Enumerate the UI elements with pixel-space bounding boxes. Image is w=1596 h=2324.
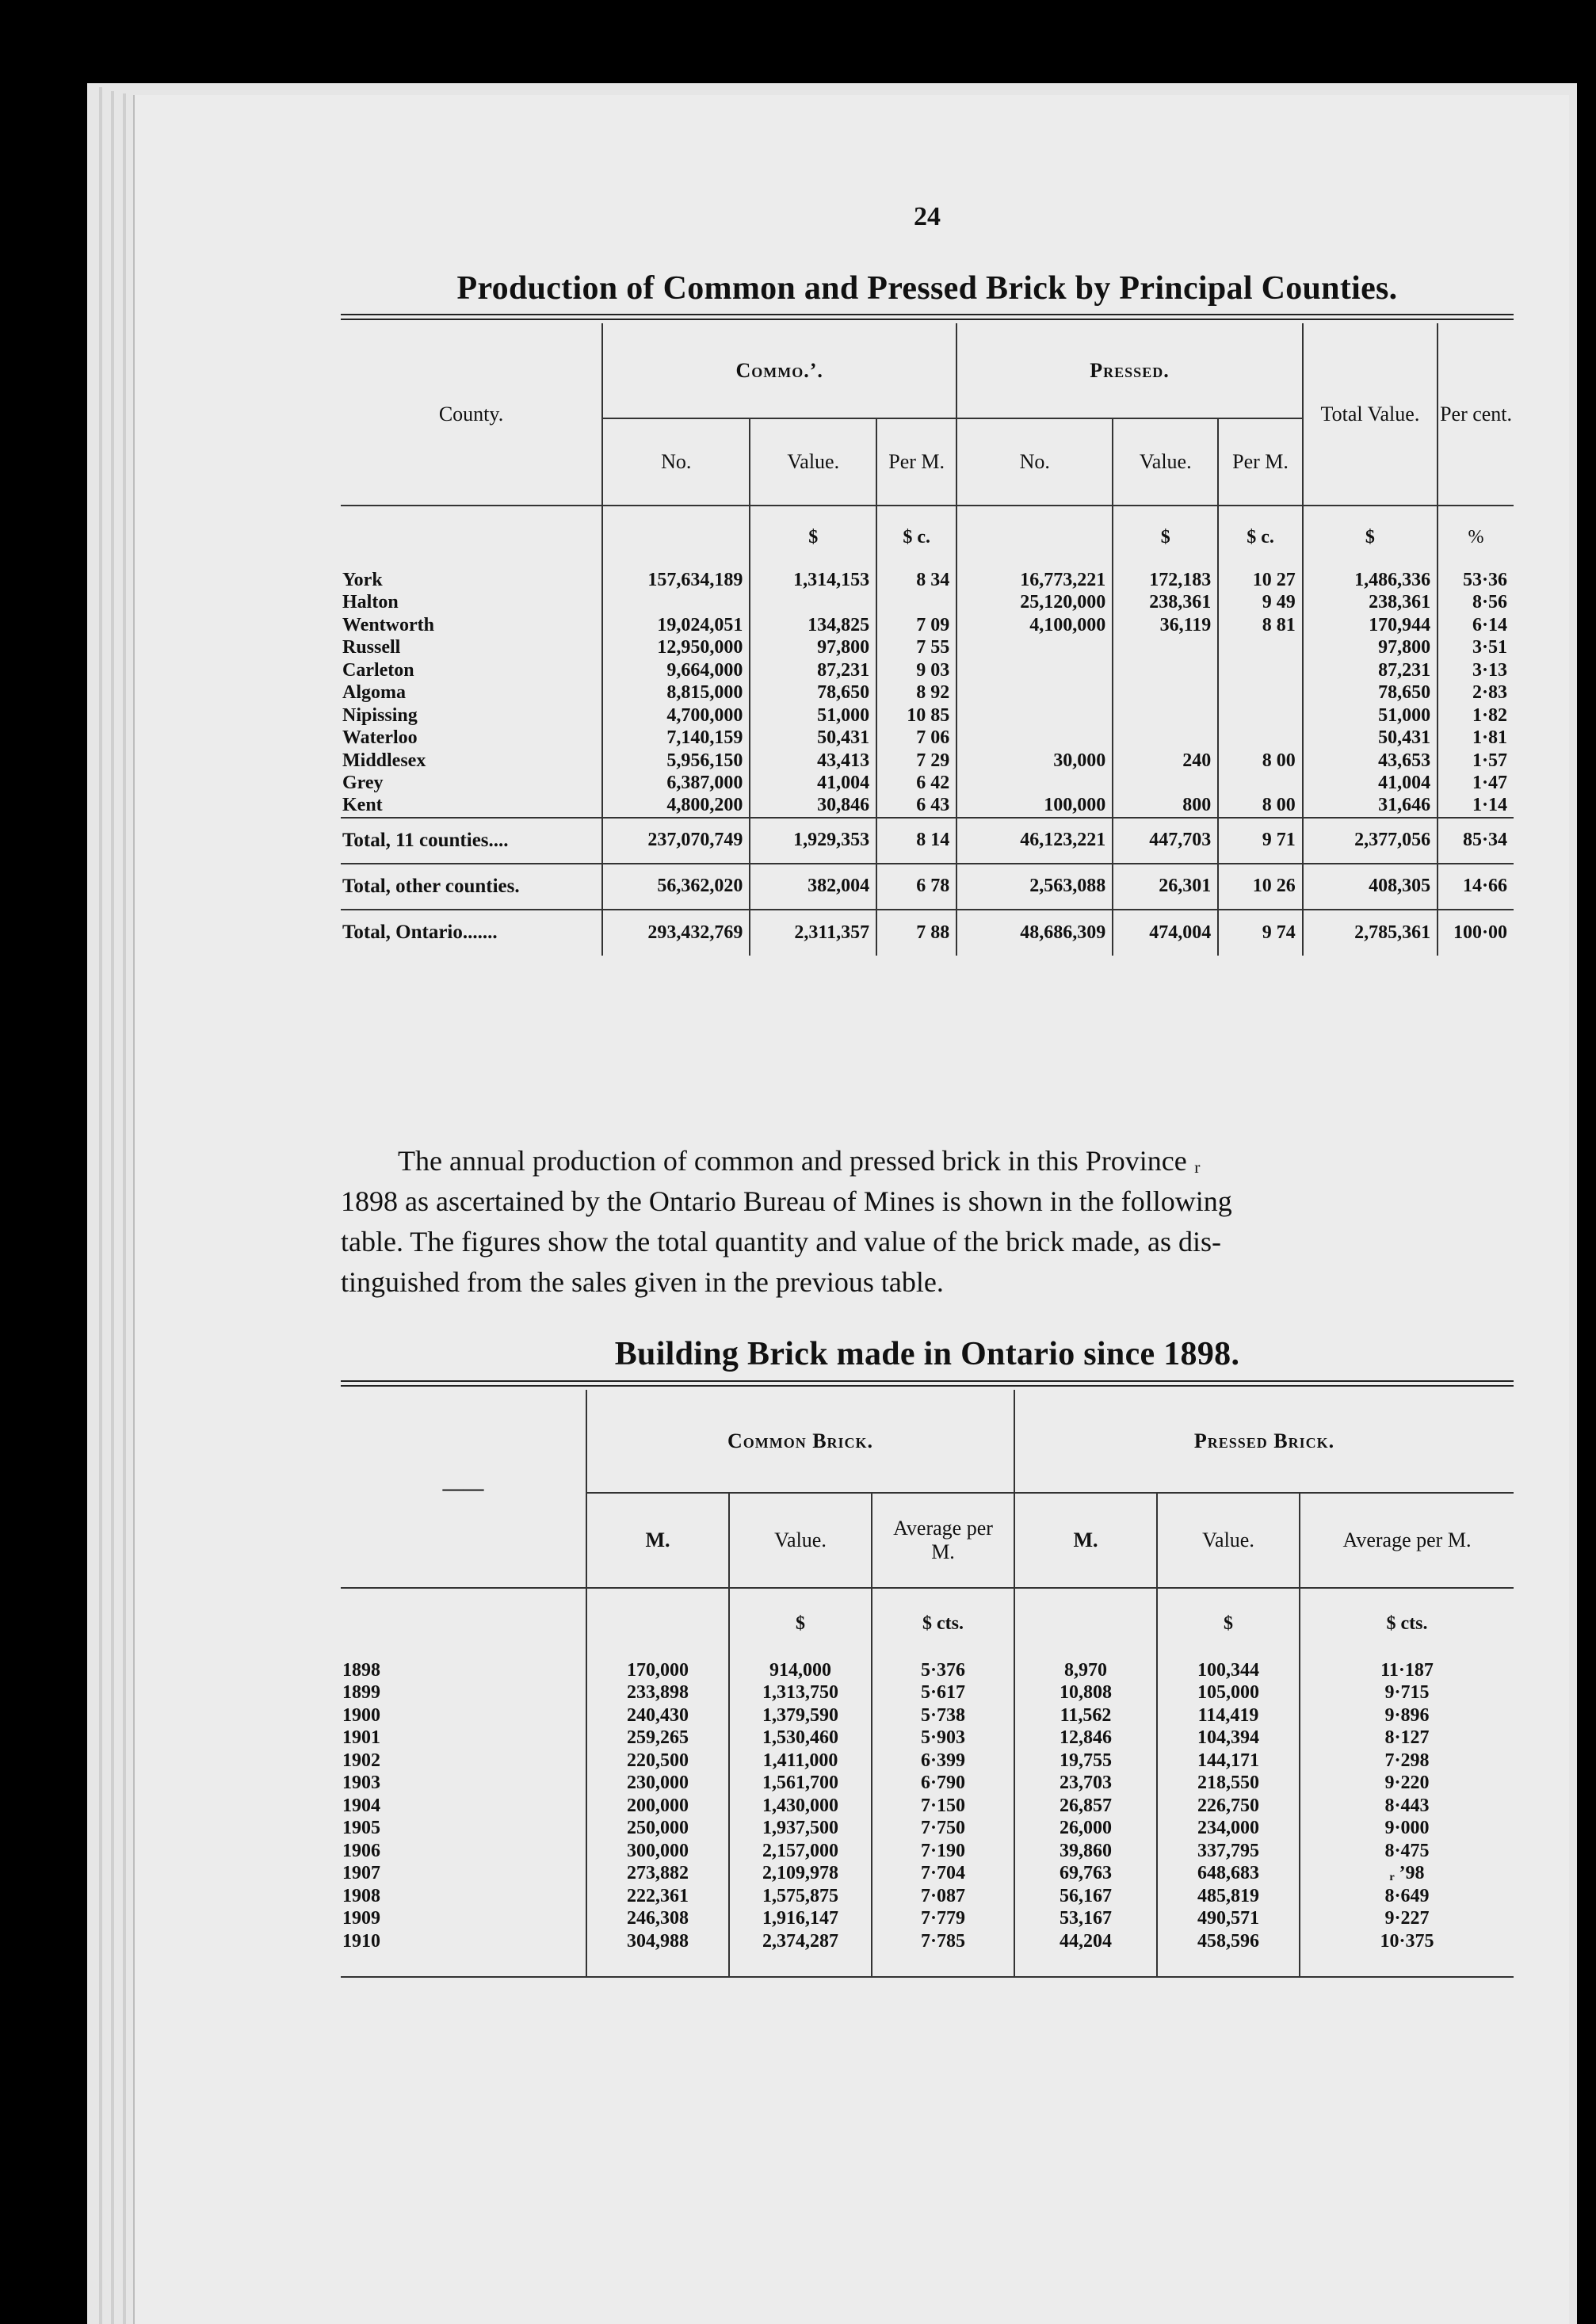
cell-c-m: 304,988 xyxy=(586,1930,729,1953)
cell-p-value: 240 xyxy=(1113,750,1218,773)
title-rule xyxy=(341,1385,1514,1387)
cell-c-m: 246,308 xyxy=(586,1908,729,1931)
cell-c-value: 134,825 xyxy=(750,614,876,637)
cell-c-value: 2,109,978 xyxy=(729,1863,872,1886)
year-row xyxy=(341,1773,1514,1795)
header-common: Commo.’. xyxy=(602,323,956,418)
year-label: 1903 xyxy=(342,1773,380,1794)
cell-c-avg: 7·087 xyxy=(872,1885,1014,1908)
cell-p-no xyxy=(956,637,1113,660)
cell-c-value: 1,937,500 xyxy=(729,1818,872,1841)
cell-p-value xyxy=(1113,773,1218,796)
total-c-no: 293,432,769 xyxy=(602,910,750,956)
cell-c-value: 1,314,153 xyxy=(750,569,876,592)
cell-c-m: 240,430 xyxy=(586,1704,729,1727)
cell-p-avg: 9·715 xyxy=(1300,1682,1514,1705)
cell-p-value: 238,361 xyxy=(1113,592,1218,615)
year-row xyxy=(341,1863,1514,1886)
paragraph-line: tinguished from the sales given in the previous table. xyxy=(341,1266,944,1298)
cell-p-m: 12,846 xyxy=(1014,1727,1157,1750)
cell-c-no: 5,956,150 xyxy=(602,750,750,773)
cell-p-m: 11,562 xyxy=(1014,1704,1157,1727)
cell-c-avg: 7·704 xyxy=(872,1863,1014,1886)
cell-p-avg: 8·127 xyxy=(1300,1727,1514,1750)
cell-p-value xyxy=(1113,704,1218,727)
table-row xyxy=(341,773,1514,796)
cell-p-value: 337,795 xyxy=(1157,1840,1300,1863)
cell-p-avg: 7·298 xyxy=(1300,1750,1514,1773)
total-row xyxy=(341,910,1514,956)
cell-p-no xyxy=(956,773,1113,796)
cell-total: 41,004 xyxy=(1303,773,1438,796)
unit-common-avg: $ cts. xyxy=(872,1588,1014,1659)
year-label: 1908 xyxy=(342,1885,380,1906)
year-label: 1909 xyxy=(342,1908,380,1929)
cell-c-m: 230,000 xyxy=(586,1773,729,1795)
table-row xyxy=(341,727,1514,750)
cell-p-per-m xyxy=(1218,637,1302,660)
total-p-no: 46,123,221 xyxy=(956,818,1113,864)
cell-total: 43,653 xyxy=(1303,750,1438,773)
cell-pct: 53·36 xyxy=(1438,569,1514,592)
cell-p-m: 23,703 xyxy=(1014,1773,1157,1795)
table-row xyxy=(341,637,1514,660)
cell-c-value: 1,313,750 xyxy=(729,1682,872,1705)
cell-c-value: 1,379,590 xyxy=(729,1704,872,1727)
cell-c-m: 250,000 xyxy=(586,1818,729,1841)
cell-c-m: 200,000 xyxy=(586,1795,729,1818)
cell-c-avg: 7·190 xyxy=(872,1840,1014,1863)
cell-c-avg: 5·617 xyxy=(872,1682,1014,1705)
header-pressed-value: Value. xyxy=(1157,1493,1300,1588)
year-label: 1899 xyxy=(342,1682,380,1704)
production-table xyxy=(341,323,1514,956)
cell-total: 87,231 xyxy=(1303,659,1438,682)
total-c-per-m: 7 88 xyxy=(876,910,956,956)
total-p-per-m: 9 71 xyxy=(1218,818,1302,864)
cell-c-value: 1,530,460 xyxy=(729,1727,872,1750)
cell-p-per-m: 9 49 xyxy=(1218,592,1302,615)
cell-c-value: 43,413 xyxy=(750,750,876,773)
header-pressed-avg: Average per M. xyxy=(1300,1493,1514,1588)
cell-pct: 6·14 xyxy=(1438,614,1514,637)
cell-p-avg: ᵣ ʼ98 xyxy=(1300,1863,1514,1886)
cell-p-m: 44,204 xyxy=(1014,1930,1157,1953)
cell-p-value xyxy=(1113,727,1218,750)
cell-p-no: 100,000 xyxy=(956,795,1113,818)
year-label: 1904 xyxy=(342,1795,380,1816)
unit-common-per-m: $ c. xyxy=(876,506,956,569)
cell-p-avg: 9·227 xyxy=(1300,1908,1514,1931)
total-c-per-m: 6 78 xyxy=(876,864,956,910)
cell-pct: 1·57 xyxy=(1438,750,1514,773)
building-brick-table xyxy=(341,1390,1514,1978)
cell-c-value: 41,004 xyxy=(750,773,876,796)
cell-c-avg: 7·779 xyxy=(872,1908,1014,1931)
cell-pct: 1·81 xyxy=(1438,727,1514,750)
title-rule xyxy=(341,1380,1514,1382)
cell-p-value: 800 xyxy=(1113,795,1218,818)
total-c-no: 237,070,749 xyxy=(602,818,750,864)
total-c-value: 1,929,353 xyxy=(750,818,876,864)
intro-paragraph xyxy=(341,1141,1514,1303)
unit-per-cent: % xyxy=(1438,506,1514,569)
header-per-cent: Per cent. xyxy=(1438,323,1514,506)
cell-total: 31,646 xyxy=(1303,795,1438,818)
page-number: 24 xyxy=(914,202,941,231)
header-common-value: Value. xyxy=(729,1493,872,1588)
cell-p-value: 114,419 xyxy=(1157,1704,1300,1727)
paragraph-line: table. The figures show the total quantity and value of the brick made, as dis- xyxy=(341,1226,1222,1257)
header-pressed-m: M. xyxy=(1014,1493,1157,1588)
cell-p-avg: 8·475 xyxy=(1300,1840,1514,1863)
year-row xyxy=(341,1885,1514,1908)
county-name: Halton xyxy=(342,592,399,613)
cell-p-no: 4,100,000 xyxy=(956,614,1113,637)
cell-c-value: 1,916,147 xyxy=(729,1908,872,1931)
table1-body xyxy=(341,569,1514,818)
cell-p-no xyxy=(956,682,1113,705)
total-row xyxy=(341,864,1514,910)
total-label: Total, other counties. xyxy=(342,875,520,897)
cell-c-no: 157,634,189 xyxy=(602,569,750,592)
cell-p-m: 26,857 xyxy=(1014,1795,1157,1818)
cell-c-value: 1,575,875 xyxy=(729,1885,872,1908)
cell-c-m: 233,898 xyxy=(586,1682,729,1705)
cell-c-per-m: 6 42 xyxy=(876,773,956,796)
cell-c-avg: 5·903 xyxy=(872,1727,1014,1750)
cell-p-value: 100,344 xyxy=(1157,1659,1300,1682)
total-total: 2,377,056 xyxy=(1303,818,1438,864)
county-name: Grey xyxy=(342,773,384,794)
cell-c-value: 51,000 xyxy=(750,704,876,727)
cell-p-no xyxy=(956,704,1113,727)
total-total: 2,785,361 xyxy=(1303,910,1438,956)
cell-p-value: 226,750 xyxy=(1157,1795,1300,1818)
header-common-per-m: Per M. xyxy=(876,418,956,506)
cell-c-no: 4,800,200 xyxy=(602,795,750,818)
total-p-per-m: 10 26 xyxy=(1218,864,1302,910)
total-label: Total, 11 counties.... xyxy=(342,829,509,851)
cell-p-avg: 8·443 xyxy=(1300,1795,1514,1818)
cell-p-m: 56,167 xyxy=(1014,1885,1157,1908)
table2-body xyxy=(341,1659,1514,1977)
cell-p-no: 25,120,000 xyxy=(956,592,1113,615)
cell-p-value: 490,571 xyxy=(1157,1908,1300,1931)
county-name: York xyxy=(342,569,383,590)
document-page xyxy=(133,95,1569,2324)
header-total-value: Total Value. xyxy=(1303,323,1438,506)
total-pct: 14·66 xyxy=(1438,864,1514,910)
cell-c-no: 7,140,159 xyxy=(602,727,750,750)
unit-total-value: $ xyxy=(1303,506,1438,569)
cell-p-per-m xyxy=(1218,727,1302,750)
cell-total: 78,650 xyxy=(1303,682,1438,705)
cell-pct: 1·47 xyxy=(1438,773,1514,796)
total-p-per-m: 9 74 xyxy=(1218,910,1302,956)
cell-p-m: 53,167 xyxy=(1014,1908,1157,1931)
unit-pressed-value: $ xyxy=(1157,1588,1300,1659)
header-county: County. xyxy=(438,402,504,425)
year-row xyxy=(341,1930,1514,1953)
table-bottom-rule xyxy=(341,1953,1514,1977)
header-pressed-value: Value. xyxy=(1113,418,1218,506)
cell-c-value: 87,231 xyxy=(750,659,876,682)
year-label: 1900 xyxy=(342,1704,380,1726)
cell-c-m: 220,500 xyxy=(586,1750,729,1773)
cell-c-no: 19,024,051 xyxy=(602,614,750,637)
table-row xyxy=(341,795,1514,818)
header-common-brick: Common Brick. xyxy=(586,1390,1014,1493)
year-label: 1907 xyxy=(342,1863,380,1884)
cell-pct: 1·14 xyxy=(1438,795,1514,818)
table-row xyxy=(341,750,1514,773)
cell-c-value: 1,411,000 xyxy=(729,1750,872,1773)
cell-p-value: 104,394 xyxy=(1157,1727,1300,1750)
title-rule xyxy=(341,319,1514,320)
year-row xyxy=(341,1727,1514,1750)
table-row xyxy=(341,614,1514,637)
total-p-no: 2,563,088 xyxy=(956,864,1113,910)
cell-c-value: 2,157,000 xyxy=(729,1840,872,1863)
total-label: Total, Ontario....... xyxy=(342,922,498,943)
year-row xyxy=(341,1818,1514,1841)
cell-total: 50,431 xyxy=(1303,727,1438,750)
header-pressed-per-m: Per M. xyxy=(1218,418,1302,506)
year-row xyxy=(341,1795,1514,1818)
header-common-avg: Average per M. xyxy=(872,1493,1014,1588)
header-pressed: Pressed. xyxy=(956,323,1303,418)
cell-p-m: 69,763 xyxy=(1014,1863,1157,1886)
header-common-m: M. xyxy=(586,1493,729,1588)
cell-c-no: 9,664,000 xyxy=(602,659,750,682)
year-row xyxy=(341,1908,1514,1931)
cell-p-value xyxy=(1113,682,1218,705)
table-row xyxy=(341,704,1514,727)
cell-pct: 2·83 xyxy=(1438,682,1514,705)
total-c-value: 2,311,357 xyxy=(750,910,876,956)
cell-p-value: 144,171 xyxy=(1157,1750,1300,1773)
year-label: 1910 xyxy=(342,1930,380,1952)
year-row xyxy=(341,1704,1514,1727)
unit-common-value: $ xyxy=(750,506,876,569)
year-label: 1902 xyxy=(342,1750,380,1771)
unit-pressed-per-m: $ c. xyxy=(1218,506,1302,569)
cell-c-per-m: 8 92 xyxy=(876,682,956,705)
total-p-value: 26,301 xyxy=(1113,864,1218,910)
header-common-value: Value. xyxy=(750,418,876,506)
year-label: 1901 xyxy=(342,1727,380,1749)
cell-pct: 8·56 xyxy=(1438,592,1514,615)
cell-c-no: 12,950,000 xyxy=(602,637,750,660)
cell-c-avg: 6·399 xyxy=(872,1750,1014,1773)
cell-c-value: 914,000 xyxy=(729,1659,872,1682)
county-name: Middlesex xyxy=(342,750,426,771)
cell-p-value: 105,000 xyxy=(1157,1682,1300,1705)
cell-total: 51,000 xyxy=(1303,704,1438,727)
county-name: Nipissing xyxy=(342,704,418,726)
cell-c-per-m: 7 09 xyxy=(876,614,956,637)
cell-c-avg: 5·376 xyxy=(872,1659,1014,1682)
table-row xyxy=(341,592,1514,615)
table1-totals xyxy=(341,818,1514,956)
cell-c-avg: 7·785 xyxy=(872,1930,1014,1953)
cell-p-value: 485,819 xyxy=(1157,1885,1300,1908)
cell-c-per-m xyxy=(876,592,956,615)
cell-c-avg: 5·738 xyxy=(872,1704,1014,1727)
cell-pct: 3·13 xyxy=(1438,659,1514,682)
county-name: Russell xyxy=(342,637,401,658)
total-p-value: 474,004 xyxy=(1113,910,1218,956)
header-common-no: No. xyxy=(602,418,750,506)
cell-c-value: 2,374,287 xyxy=(729,1930,872,1953)
total-c-no: 56,362,020 xyxy=(602,864,750,910)
county-name: Wentworth xyxy=(342,614,434,635)
cell-c-no xyxy=(602,592,750,615)
cell-p-per-m xyxy=(1218,704,1302,727)
header-year-blank: —— xyxy=(442,1476,484,1500)
cell-c-m: 300,000 xyxy=(586,1840,729,1863)
county-name: Kent xyxy=(342,795,383,816)
cell-total: 97,800 xyxy=(1303,637,1438,660)
cell-c-per-m: 7 06 xyxy=(876,727,956,750)
cell-p-no xyxy=(956,727,1113,750)
cell-c-m: 170,000 xyxy=(586,1659,729,1682)
county-name: Algoma xyxy=(342,682,406,704)
cell-c-value: 97,800 xyxy=(750,637,876,660)
cell-total: 1,486,336 xyxy=(1303,569,1438,592)
table-row xyxy=(341,569,1514,592)
unit-pressed-avg: $ cts. xyxy=(1300,1588,1514,1659)
table-row xyxy=(341,682,1514,705)
year-label: 1906 xyxy=(342,1840,380,1861)
cell-total: 170,944 xyxy=(1303,614,1438,637)
county-name: Carleton xyxy=(342,659,414,681)
cell-c-value: 1,561,700 xyxy=(729,1773,872,1795)
cell-p-per-m: 8 00 xyxy=(1218,750,1302,773)
cell-c-avg: 7·150 xyxy=(872,1795,1014,1818)
cell-p-value: 172,183 xyxy=(1113,569,1218,592)
total-p-no: 48,686,309 xyxy=(956,910,1113,956)
cell-c-m: 273,882 xyxy=(586,1863,729,1886)
cell-p-m: 10,808 xyxy=(1014,1682,1157,1705)
cell-c-per-m: 6 43 xyxy=(876,795,956,818)
cell-p-no xyxy=(956,659,1113,682)
cell-c-value: 30,846 xyxy=(750,795,876,818)
cell-c-avg: 6·790 xyxy=(872,1773,1014,1795)
cell-c-no: 4,700,000 xyxy=(602,704,750,727)
table2-title: Building Brick made in Ontario since 1898. xyxy=(614,1336,1240,1372)
cell-p-per-m: 10 27 xyxy=(1218,569,1302,592)
cell-p-avg: 8·649 xyxy=(1300,1885,1514,1908)
year-row xyxy=(341,1840,1514,1863)
cell-pct: 1·82 xyxy=(1438,704,1514,727)
cell-total: 238,361 xyxy=(1303,592,1438,615)
cell-p-per-m xyxy=(1218,773,1302,796)
cell-p-m: 39,860 xyxy=(1014,1840,1157,1863)
cell-p-value: 648,683 xyxy=(1157,1863,1300,1886)
total-pct: 85·34 xyxy=(1438,818,1514,864)
cell-c-value: 50,431 xyxy=(750,727,876,750)
cell-p-per-m xyxy=(1218,682,1302,705)
cell-p-m: 8,970 xyxy=(1014,1659,1157,1682)
cell-p-avg: 9·220 xyxy=(1300,1773,1514,1795)
cell-c-m: 259,265 xyxy=(586,1727,729,1750)
header-pressed-brick: Pressed Brick. xyxy=(1014,1390,1514,1493)
total-c-per-m: 8 14 xyxy=(876,818,956,864)
county-name: Waterloo xyxy=(342,727,418,749)
total-p-value: 447,703 xyxy=(1113,818,1218,864)
cell-c-value: 1,430,000 xyxy=(729,1795,872,1818)
cell-p-value: 218,550 xyxy=(1157,1773,1300,1795)
title-rule xyxy=(341,314,1514,315)
year-label: 1898 xyxy=(342,1659,380,1681)
cell-p-no: 16,773,221 xyxy=(956,569,1113,592)
cell-p-per-m: 8 81 xyxy=(1218,614,1302,637)
cell-c-per-m: 10 85 xyxy=(876,704,956,727)
cell-p-per-m xyxy=(1218,659,1302,682)
cell-p-m: 26,000 xyxy=(1014,1818,1157,1841)
table-row xyxy=(341,659,1514,682)
cell-p-value xyxy=(1113,637,1218,660)
cell-p-avg: 11·187 xyxy=(1300,1659,1514,1682)
cell-p-no: 30,000 xyxy=(956,750,1113,773)
cell-c-m: 222,361 xyxy=(586,1885,729,1908)
cell-p-m: 19,755 xyxy=(1014,1750,1157,1773)
paragraph-line: The annual production of common and pressed brick in this Province ᵣ xyxy=(398,1145,1201,1177)
unit-pressed-value: $ xyxy=(1113,506,1218,569)
page-edge xyxy=(111,91,114,2324)
page-edge xyxy=(99,87,102,2324)
cell-p-value: 36,119 xyxy=(1113,614,1218,637)
cell-c-no: 6,387,000 xyxy=(602,773,750,796)
cell-p-value: 234,000 xyxy=(1157,1818,1300,1841)
page-edge xyxy=(123,93,126,2324)
cell-c-value: 78,650 xyxy=(750,682,876,705)
total-c-value: 382,004 xyxy=(750,864,876,910)
total-total: 408,305 xyxy=(1303,864,1438,910)
cell-p-avg: 9·000 xyxy=(1300,1818,1514,1841)
total-pct: 100·00 xyxy=(1438,910,1514,956)
year-label: 1905 xyxy=(342,1818,380,1839)
cell-p-per-m: 8 00 xyxy=(1218,795,1302,818)
paragraph-line: 1898 as ascertained by the Ontario Bureau of Mines is shown in the following xyxy=(341,1185,1232,1217)
cell-c-per-m: 8 34 xyxy=(876,569,956,592)
cell-p-value xyxy=(1113,659,1218,682)
cell-p-avg: 9·896 xyxy=(1300,1704,1514,1727)
cell-c-no: 8,815,000 xyxy=(602,682,750,705)
cell-c-avg: 7·750 xyxy=(872,1818,1014,1841)
cell-p-value: 458,596 xyxy=(1157,1930,1300,1953)
cell-pct: 3·51 xyxy=(1438,637,1514,660)
cell-c-value xyxy=(750,592,876,615)
cell-c-per-m: 9 03 xyxy=(876,659,956,682)
cell-c-per-m: 7 55 xyxy=(876,637,956,660)
year-row xyxy=(341,1659,1514,1682)
cell-p-avg: 10·375 xyxy=(1300,1930,1514,1953)
total-row xyxy=(341,818,1514,864)
year-row xyxy=(341,1682,1514,1705)
year-row xyxy=(341,1750,1514,1773)
unit-common-value: $ xyxy=(729,1588,872,1659)
header-pressed-no: No. xyxy=(956,418,1113,506)
cell-c-per-m: 7 29 xyxy=(876,750,956,773)
table1-title: Production of Common and Pressed Brick by Principal Counties. xyxy=(456,270,1398,307)
